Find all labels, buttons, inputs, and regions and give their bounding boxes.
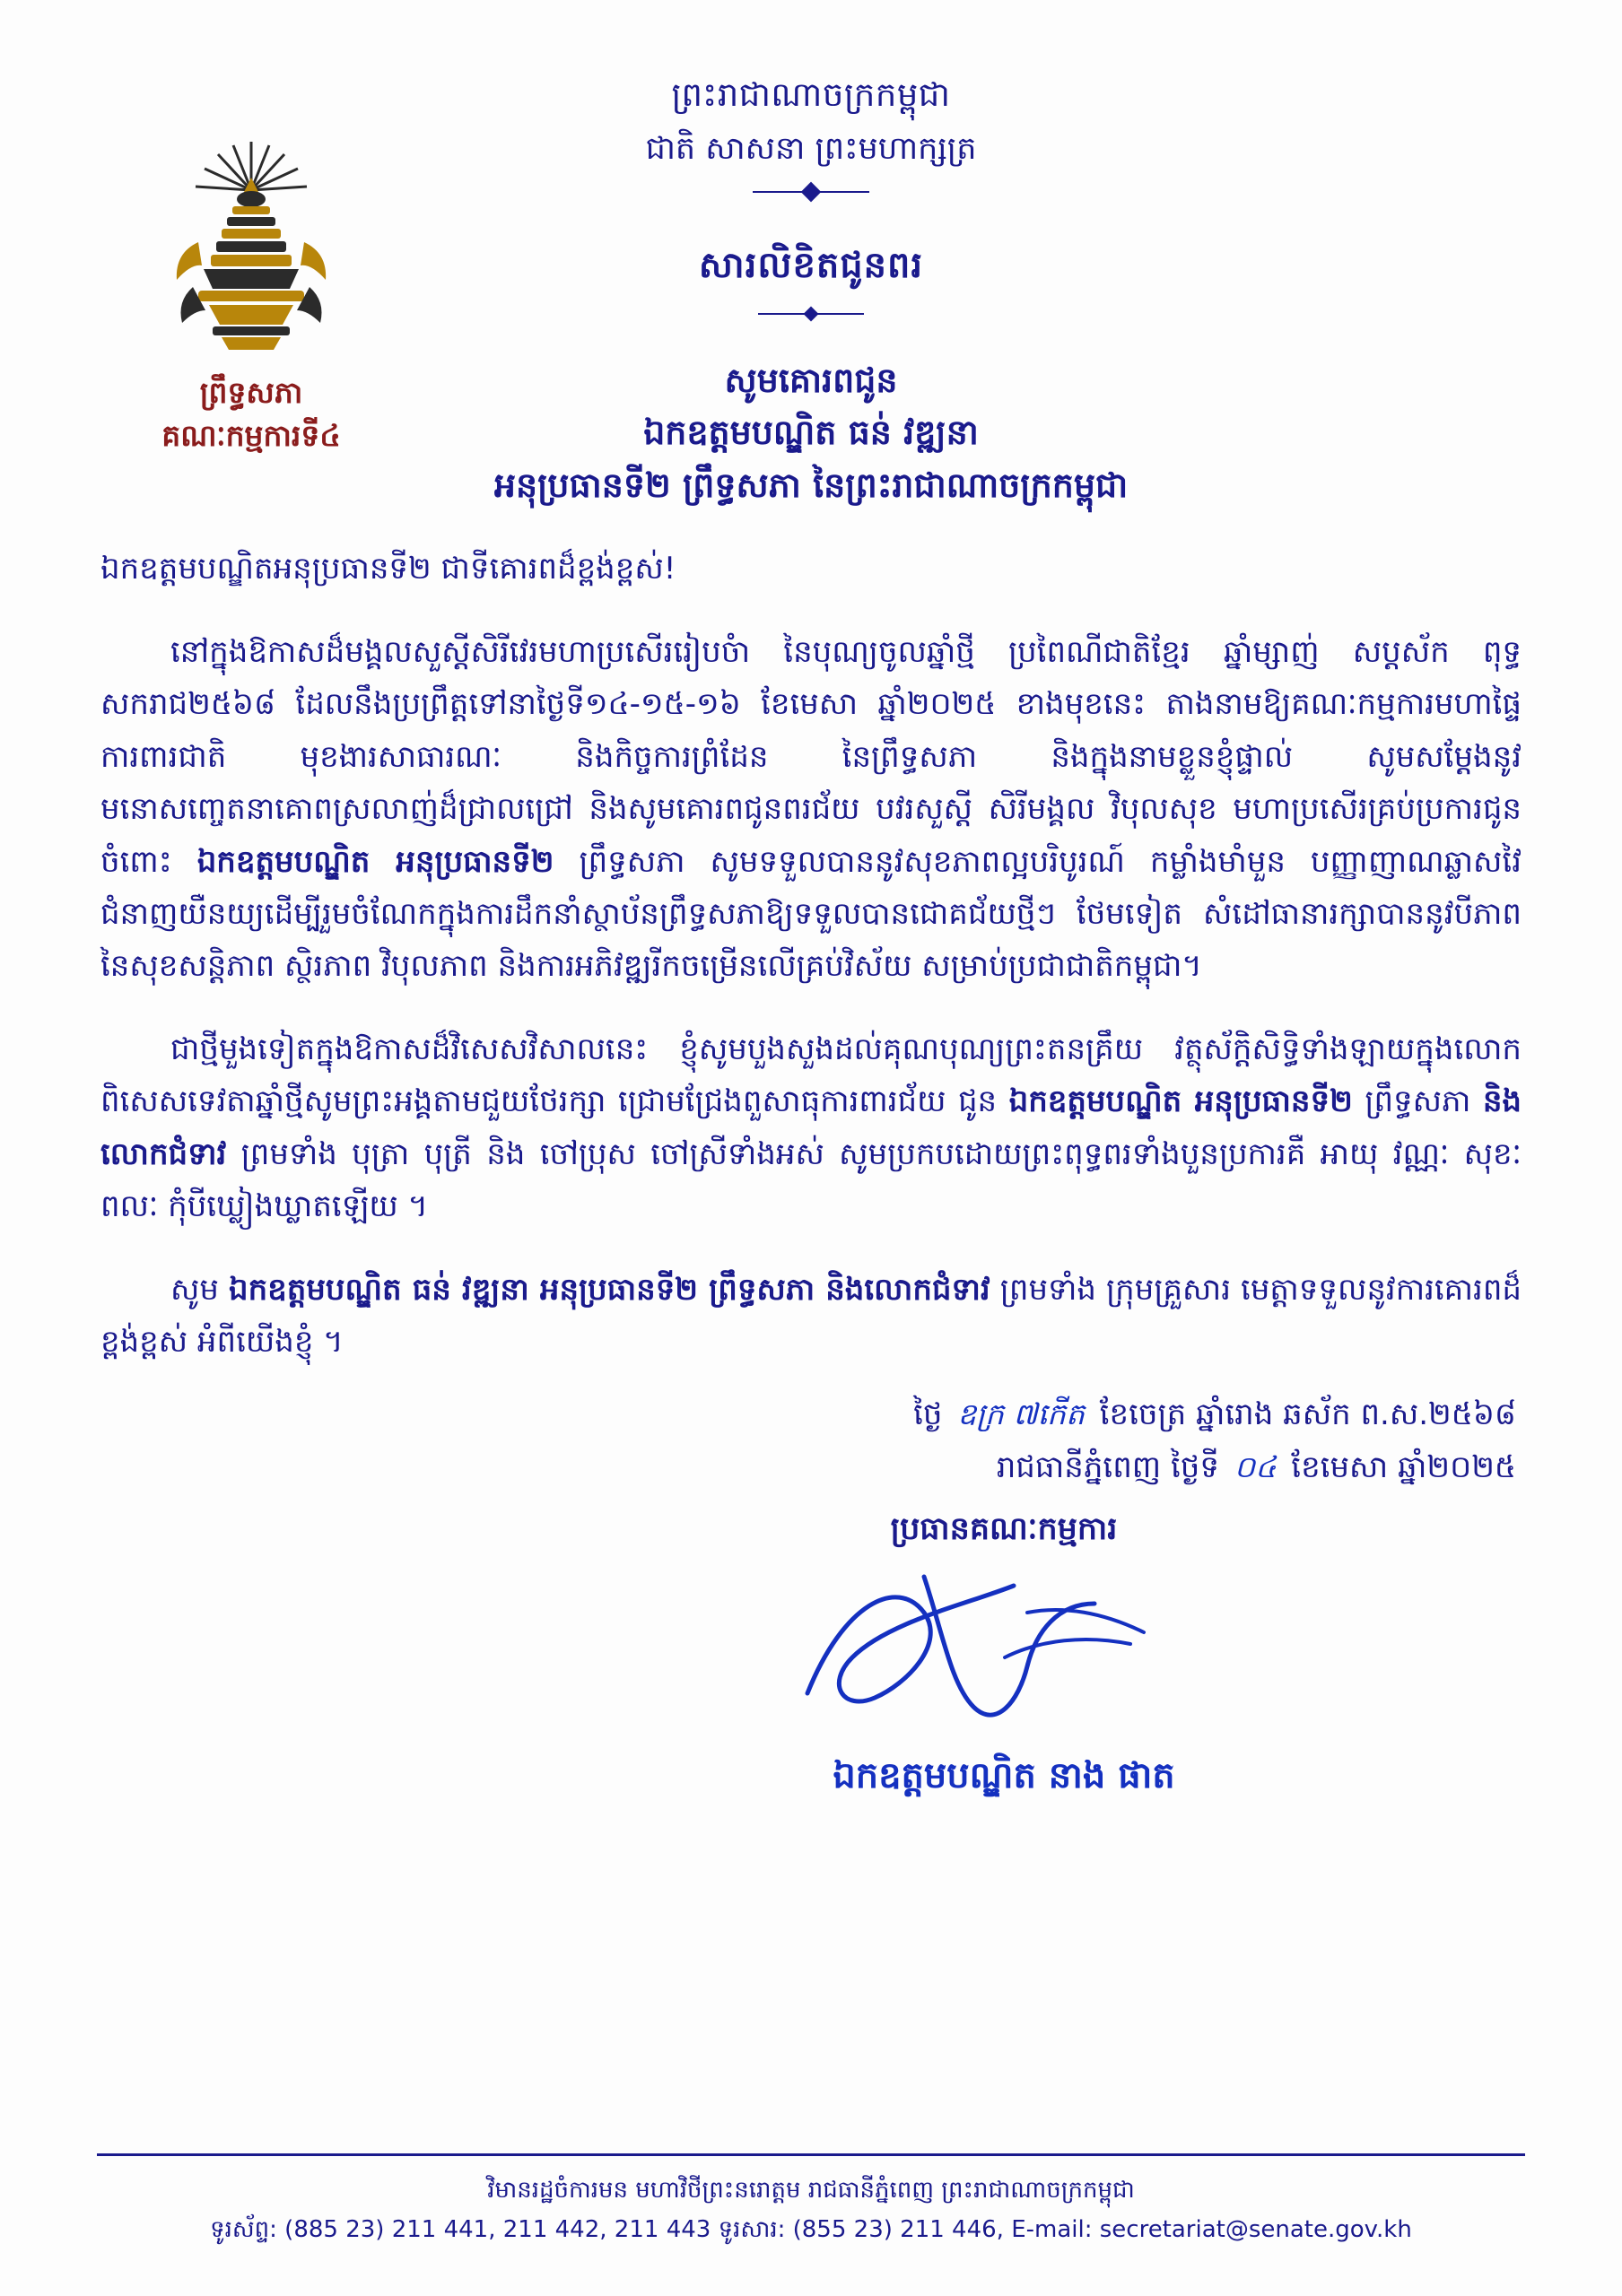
motto-divider-ornament (753, 185, 869, 199)
national-motto: ជាតិ សាសនា ព្រះមហាក្សត្រ (645, 130, 977, 167)
addressee-line-3: អនុប្រធានទី២ ព្រឹទ្ធសភា នៃព្រះរាជាណាចក្រកម្ពុជា (493, 465, 1129, 506)
date-block (0, 1388, 1622, 1495)
paragraph-1-part-c: ព្រឹទ្ធសភា សូមទទួលបាននូវសុខភាពល្អបរិបូរណ៍ កម្លាំងមាំមួន បញ្ញាញាណឆ្លាសវៃ ជំនាញយឺនយ្យដើម្បីរួមចំណែកក្នុងការដឹកនាំស្ថាប័នព្រឹទ្ធសភាឱ្យទទួលបានជោគជ័យថ្មីៗ ថែមទៀត សំដៅធានារក្សាបាននូវបីភាពនៃសុខសន្តិភាព ស្ថិរភាព វិបុលភាព និងការអភិវឌ្ឍរីកចម្រើនលើគ្រប់វិស័យ សម្រាប់ប្រជាជាតិកម្ពុជា។ (100, 843, 1522, 985)
paragraph-2-emphasis-2: និងលោកជំទាវ (100, 1083, 1522, 1172)
emblem-block (126, 135, 377, 457)
paragraph-1-part-a: នៅក្នុងឱកាសដ៏មង្គលសួស្តីសិរីវេរមហាប្រសើររៀបចំា នៃបុណ្យចូលឆ្នាំថ្មី ប្រពៃណីជាតិខ្មែរ ឆ្នាំម្សាញ់ សប្តស័ក ពុទ្ធសករាជ២៥៦៨ ដែលនឹងប្រព្រឹត្តទៅនាថ្ងៃទី១៤-១៥-១៦ ខែមេសា ឆ្នាំ២០២៥ ខាងមុខនេះ តាងនាមឱ្យគណៈកម្មការមហាផ្ទៃ ការពារជាតិ មុខងារសាធារណៈ និងកិច្ចការព្រំដែន នៃព្រឹទ្ធសភា និងក្នុងនាមខ្លួនខ្ញុំផ្ទាល់ សូមសម្តែងនូវមនោសញ្ចេតនាគោពស្រលាញ់ដ៏ជ្រាលជ្រៅ និងសូមគោរពជូនពរជ័យ បវរសួស្តី សិរីមង្គល វិបុលសុខ មហាប្រសើរគ្រប់ប្រការជូនចំពោះ (100, 633, 1522, 880)
institution-name: ព្រឹទ្ធសភា (199, 375, 303, 410)
paragraph-1-emphasis-1: ឯកឧត្តមបណ្ឌិត អនុប្រធានទី២ (196, 843, 554, 880)
document-title: សារលិខិតជូនពរ (698, 244, 924, 286)
paragraph-3-part-a: សូម (170, 1271, 230, 1308)
lunar-date-line (0, 1388, 1516, 1442)
paragraph-2-part-e: ព្រមទាំង បុត្រា បុត្រី និង ចៅប្រុស ចៅស្រីទាំងអស់ សូមប្រកបដោយព្រះពុទ្ធពរទាំងបួនប្រការគឺ អាយុ វណ្ណៈ សុខៈ ពលៈ កុំបីឃ្លៀងឃ្លាតឡើយ ។ (100, 1135, 1522, 1225)
signer-title: ប្រធានគណៈកម្មការ (890, 1510, 1118, 1547)
addressee-line-1: សូមគោរពជូន (724, 360, 898, 400)
paragraph-3-emphasis-1: ឯកឧត្តមបណ្ឌិត ធន់ វឌ្ឍនា អនុប្រធានទី២ ព្រឹទ្ធសភា និងលោកជំទាវ (229, 1271, 990, 1308)
handwritten-date: ០៤ (1234, 1449, 1277, 1485)
footer-address: វិមានរដ្ឋចំការមន មហាវិថីព្រះនរោត្តម រាជធានីភ្នំពេញ ព្រះរាជាណាចក្រកម្ពុជា (487, 2176, 1135, 2204)
signature-mark-icon (789, 1550, 1166, 1751)
paragraph-1 (100, 626, 1522, 993)
letter-body (100, 543, 1522, 1369)
paragraph-2-emphasis-1: ឯកឧត្តមបណ្ឌិត អនុប្រធានទី២ (1008, 1083, 1353, 1120)
paragraph-2-part-c: ព្រឹទ្ធសភា (1352, 1083, 1483, 1120)
signature-area (0, 1555, 1622, 1761)
signer-name: ឯកឧត្តមបណ្ឌិត នាង ផាត (833, 1754, 1175, 1796)
city-prefix: រាជធានីភ្នំពេញ ថ្ងៃទី (996, 1449, 1219, 1486)
title-divider-ornament (758, 308, 864, 320)
paragraph-2-part-a: ជាថ្មីមួងទៀតក្នុងឱកាសដ៏វិសេសវិសាលនេះ ខ្ញុំសូមបួងសួងដល់គុណបុណ្យព្រះតនគ្រឹយ វត្ថុស័ក្តិសិទ្ធិទាំងឡាយក្នុងលោក ពិសេសទេវតាឆ្នាំថ្មីសូមព្រះអង្គតាមជួយថែរក្សា ជ្រោមជ្រែងពួសាធុការពារជ័យ ជូន (100, 1031, 1522, 1120)
salutation-line: ឯកឧត្តមបណ្ឌិតអនុប្រធានទី២ ជាទីគោរពដ៏ខ្ពង់ខ្ពស់! (100, 551, 676, 587)
paragraph-3-part-c: ព្រមទាំង ក្រុមគ្រួសារ មេត្តាទទួលនូវការគោរពដ៏ខ្ពង់ខ្ពស់ អំពីយើងខ្ញុំ ។ (100, 1271, 1522, 1361)
footer-contact: ទូរស័ព្ទ: (885 23) 211 441, 211 442, 211 443 ទូរសារ: (855 23) 211 446, E-mail: secretariat@senate.gov.kh (210, 2215, 1412, 2243)
date-prefix: ថ្ងៃ (913, 1396, 943, 1432)
footer-divider (97, 2153, 1525, 2156)
document-footer (0, 2153, 1622, 2249)
gregorian-date-line (0, 1441, 1516, 1495)
paragraph-2 (100, 1023, 1522, 1233)
paragraph-3 (100, 1264, 1522, 1369)
addressee-line-2: ឯកឧត្តមបណ្ឌិត ធន់ វឌ្ឍនា (643, 413, 979, 453)
royal-emblem-icon (166, 135, 336, 359)
committee-name: គណៈកម្មការទី៤ (161, 417, 341, 453)
kingdom-title: ព្រះរាជាណាចក្រកម្ពុជា (671, 75, 951, 114)
lunar-date: ខែចេត្រ ឆ្នាំរោង ឆស័ក ព.ស.២៥៦៨ (1099, 1396, 1516, 1432)
gregorian-date: ខែមេសា ឆ្នាំ២០២៥ (1291, 1449, 1516, 1486)
handwritten-day: ឧក្រ ៧កើត (957, 1396, 1085, 1431)
